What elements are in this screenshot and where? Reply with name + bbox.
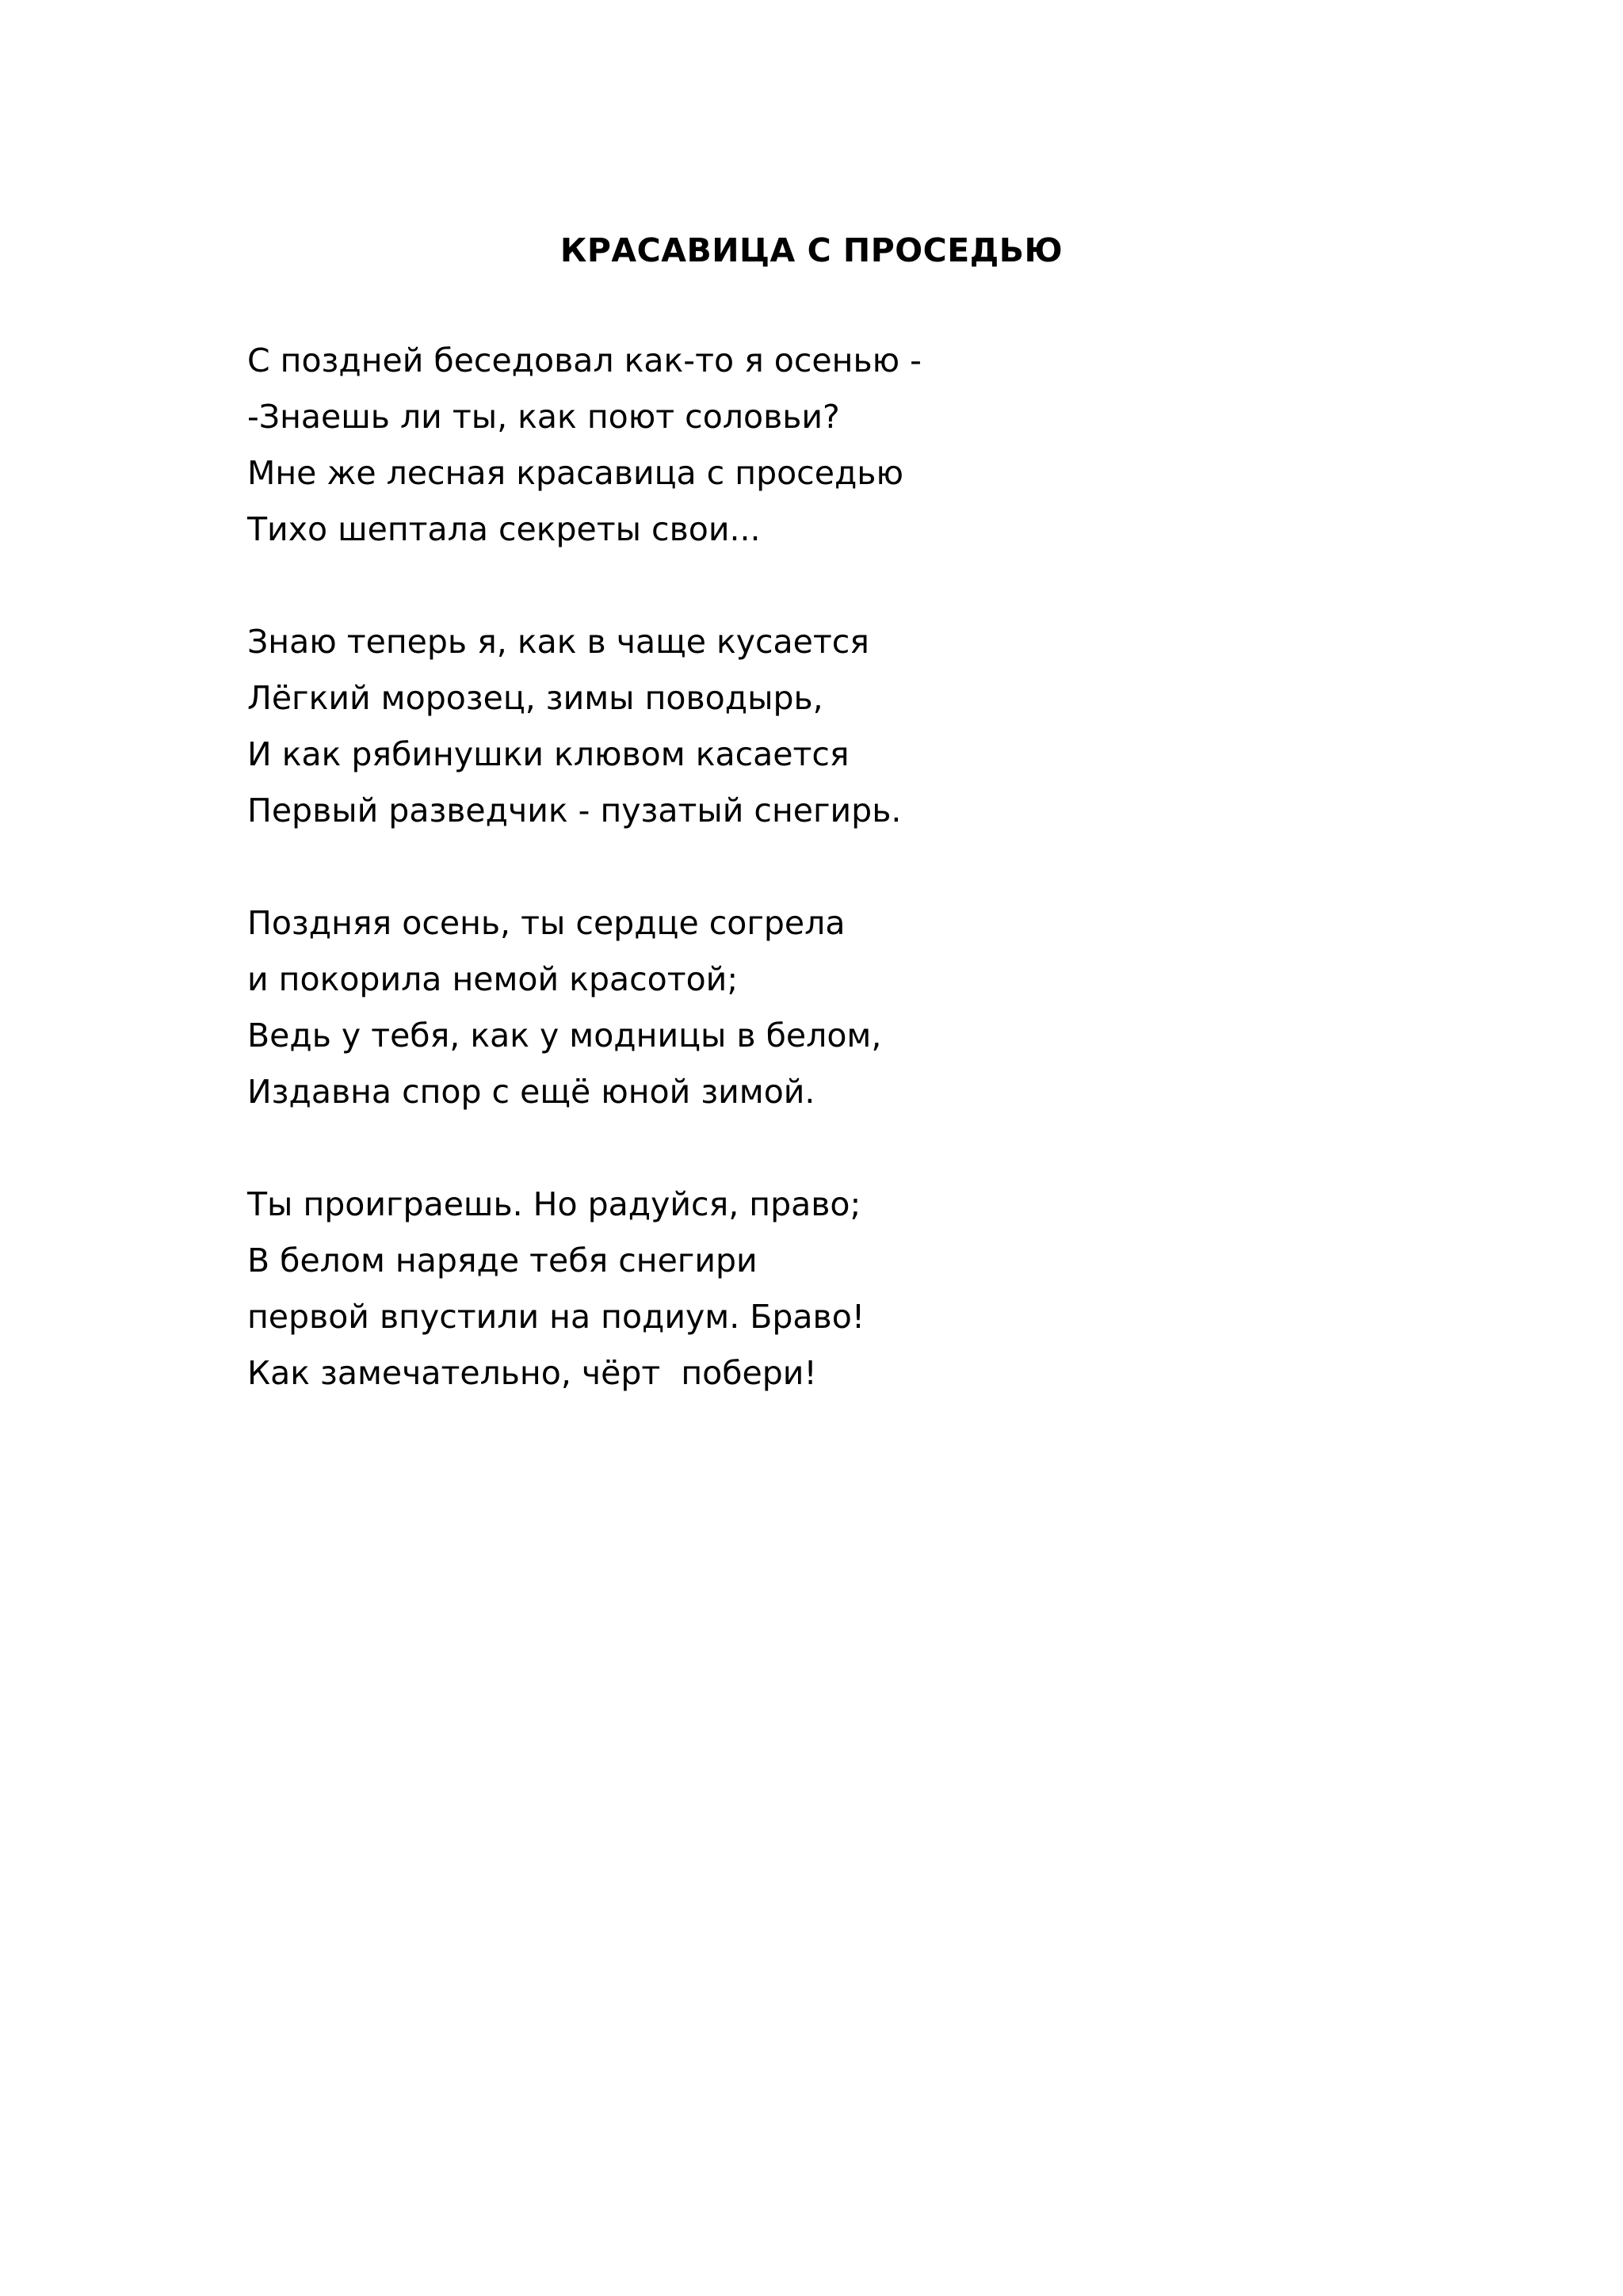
stanza-4 [247, 1177, 1436, 1402]
poem-line: С поздней беседовал как-то я осенью - [247, 341, 922, 379]
poem-line: -Знаешь ли ты, как поют соловьи? [247, 398, 840, 436]
poem-line: Первый разведчик - пузатый снегирь. [247, 791, 902, 830]
stanza-3 [247, 895, 1436, 1120]
poem-body [247, 333, 1436, 1458]
poem-line: Мне же лесная красавица с проседью [247, 454, 903, 492]
poem-line: Знаю теперь я, как в чаще кусается [247, 623, 869, 661]
poem-line: Лёгкий морозец, зимы поводырь, [247, 679, 823, 717]
stanza-2 [247, 614, 1436, 839]
poem-line: Как замечательно, чёрт побери! [247, 1354, 817, 1392]
poem-line: Ты проиграешь. Но радуйся, право; [247, 1185, 861, 1223]
stanza-1 [247, 333, 1436, 558]
poem-line: Ведь у тебя, как у модницы в белом, [247, 1016, 882, 1055]
poem-title: КРАСАВИЦА С ПРОСЕДЬЮ [559, 231, 1064, 269]
poem-line: Издавна спор с ещё юной зимой. [247, 1073, 815, 1111]
poem-line: первой впустили на подиум. Браво! [247, 1298, 865, 1336]
poem-line: и покорила немой красотой; [247, 960, 739, 998]
poem-line: В белом наряде тебя снегири [247, 1241, 758, 1280]
poem-line: Поздняя осень, ты сердце согрела [247, 904, 846, 942]
poem-line: И как рябинушки клювом касается [247, 735, 850, 773]
poem-line: Тихо шептала секреты свои... [247, 510, 761, 548]
